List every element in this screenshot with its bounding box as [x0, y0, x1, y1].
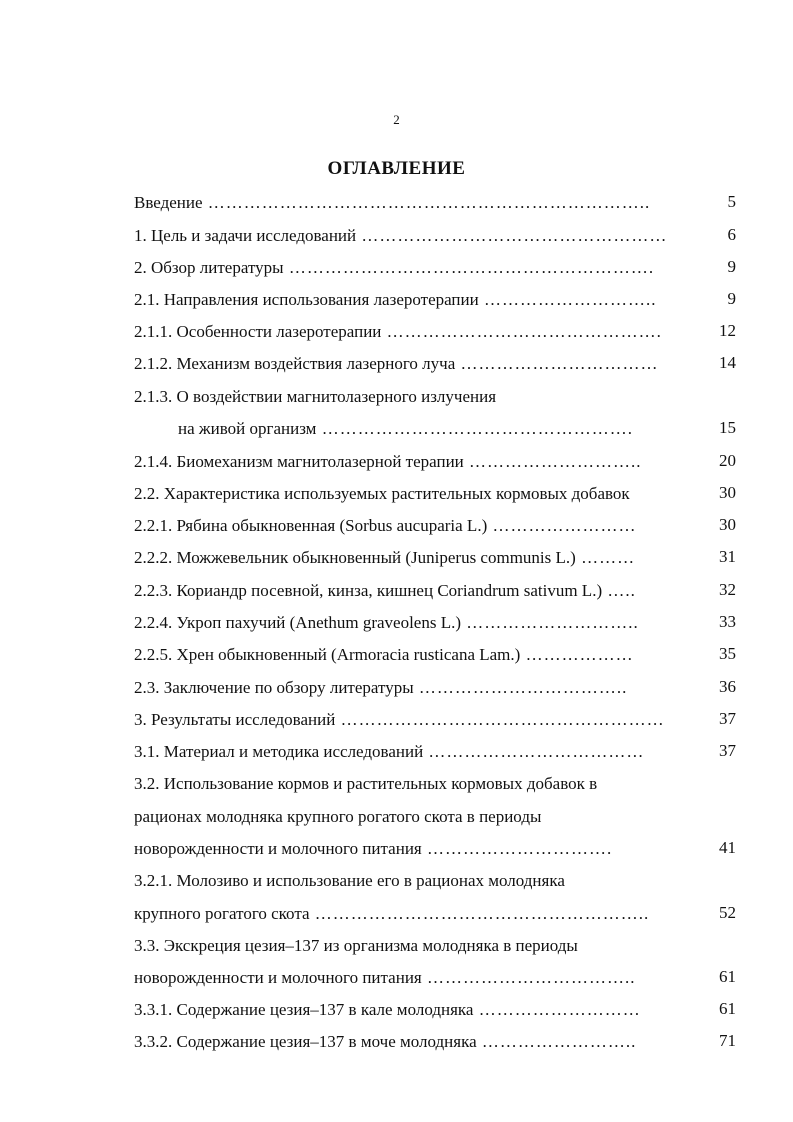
toc-page-number: 12 [719, 321, 736, 340]
toc-entry-text: крупного рогатого скота [134, 904, 310, 923]
toc-entry[interactable] [134, 871, 694, 891]
toc-entry[interactable] [134, 516, 694, 536]
toc-entry-text: 3.3.2. Содержание цезия–137 в моче молодняка [134, 1032, 477, 1051]
toc-entry-text: 2.1.2. Механизм воздействия лазерного луча [134, 354, 456, 373]
toc-entry[interactable] [134, 581, 694, 601]
toc-leader-dots: ……………………………………………. [316, 419, 633, 438]
toc-entry-text: 3.2. Использование кормов и растительных кормовых добавок в [134, 774, 598, 793]
toc-page-number: 20 [719, 451, 736, 470]
toc-leader-dots: …………………… [487, 516, 637, 535]
toc-entry[interactable] [134, 1032, 694, 1052]
toc-page-number: 14 [719, 353, 736, 372]
toc-entry[interactable] [134, 678, 694, 698]
toc-page-number: 31 [719, 547, 736, 566]
toc-entry[interactable] [134, 936, 694, 956]
toc-entry[interactable] [134, 387, 694, 407]
toc-entry[interactable] [134, 226, 694, 246]
toc-entry[interactable] [134, 742, 694, 762]
toc-entry-text: 2.2.4. Укроп пахучий (Anethum graveolens L.) [134, 613, 462, 632]
toc-page-number: 15 [719, 418, 736, 437]
toc-entry[interactable] [134, 839, 694, 859]
toc-entry[interactable] [134, 290, 694, 310]
toc-leader-dots: …………………………. [421, 839, 613, 858]
toc-entry-text: 3.1. Материал и методика исследований [134, 742, 424, 761]
toc-entry-text: 2.2.3. Кориандр посевной, кинза, кишнец Coriandrum sativum L.) [134, 581, 603, 600]
toc-entry[interactable] [134, 968, 694, 988]
toc-entry-text: новорожденности и молочного питания [134, 839, 422, 858]
toc-entry[interactable] [134, 710, 694, 730]
toc-leader-dots: ……………………………… [423, 742, 645, 761]
toc-leader-dots: …………………………………………… [356, 226, 668, 245]
toc-page-number: 37 [719, 709, 736, 728]
toc-entry[interactable] [134, 774, 694, 794]
toc-entry-text: 2.1.1. Особенности лазеротерапии [134, 322, 382, 341]
toc-leader-dots: …………………………….. [421, 968, 636, 987]
toc-entry-text: 1. Цель и задачи исследований [134, 226, 357, 245]
toc-entry-text: 2.1.3. О воздействии магнитолазерного излучения [134, 387, 497, 406]
toc-leader-dots: ……………………… [473, 1000, 641, 1019]
toc-entry-text: на живой организм [178, 419, 317, 438]
toc-leader-dots: …………………….. [476, 1032, 637, 1051]
toc-page-number: 9 [727, 257, 736, 276]
toc-entry[interactable] [134, 193, 694, 213]
toc-leader-dots: ……………………………………………………. [283, 258, 655, 277]
toc-entry-text: 3. Результаты исследований [134, 710, 336, 729]
toc-leader-dots: …………………………… [455, 354, 659, 373]
toc-entry[interactable] [134, 548, 694, 568]
toc-page-number: 6 [727, 225, 736, 244]
toc-leader-dots: ….. [602, 581, 636, 600]
toc-entry[interactable] [134, 322, 694, 342]
toc-entry-text: 3.2.1. Молозиво и использование его в рационах молодняка [134, 871, 565, 890]
toc-entry-text: 3.3. Экскреция цезия–137 из организма молодняка в периоды [134, 936, 578, 955]
toc-entry[interactable] [134, 613, 694, 633]
toc-leader-dots: ……………… [520, 645, 634, 664]
toc-page-number: 35 [719, 644, 736, 663]
toc-entry-text: новорожденности и молочного питания [134, 968, 422, 987]
toc-entry-text: Введение [134, 193, 203, 212]
toc-page-number: 36 [719, 677, 736, 696]
toc-entry-text: 2.2.5. Хрен обыкновенный (Armoracia rusticana Lam.) [134, 645, 521, 664]
toc-entry-text: 2.2. Характеристика используемых растительных кормовых добавок [134, 484, 630, 503]
page-number: 2 [393, 112, 400, 127]
toc-entry[interactable] [134, 807, 694, 827]
toc-leader-dots: ………………………………………. [381, 322, 662, 341]
toc-page-number: 32 [719, 580, 736, 599]
toc-leader-dots: ……………………………………………… [335, 710, 665, 729]
toc-leader-dots: ……………………………………………….. [309, 904, 650, 923]
toc-page-number: 41 [719, 838, 736, 857]
toc-page-number: 52 [719, 903, 736, 922]
toc-entry[interactable] [134, 1000, 694, 1020]
toc-entry[interactable] [134, 452, 694, 472]
toc-leader-dots: ……………………………………………………………….. [202, 193, 651, 212]
toc-entry-text: 2.3. Заключение по обзору литературы [134, 678, 414, 697]
toc-entry-text: 2.1. Направления использования лазеротерапии [134, 290, 479, 309]
toc-page-number: 30 [719, 483, 736, 502]
toc-leader-dots: ……… [575, 548, 636, 567]
toc-entry[interactable] [134, 645, 694, 665]
toc-leader-dots: ……………………….. [463, 452, 642, 471]
toc-page-number: 37 [719, 741, 736, 760]
toc-entry[interactable] [134, 354, 694, 374]
toc-page-number: 61 [719, 967, 736, 986]
toc-page-number: 5 [727, 192, 736, 211]
toc-leader-dots: …………………………….. [413, 678, 628, 697]
toc-page-number: 71 [719, 1031, 736, 1050]
toc-leader-dots: ……………………….. [461, 613, 639, 632]
page-title: ОГЛАВЛЕНИЕ [327, 158, 466, 179]
toc-entry[interactable] [134, 258, 694, 278]
toc-entry-text: 2.2.2. Можжевельник обыкновенный (Juniperus communis L.) [134, 548, 576, 567]
toc-entry[interactable] [134, 484, 694, 504]
toc-page-number: 61 [719, 999, 736, 1018]
toc-page-number: 30 [719, 515, 736, 534]
toc-entry-text: рационах молодняка крупного рогатого скота в периоды [134, 807, 542, 826]
toc-page-number: 33 [719, 612, 736, 631]
toc-entry[interactable] [134, 904, 694, 924]
toc-page-number: 9 [727, 289, 736, 308]
toc-entry-text: 2. Обзор литературы [134, 258, 284, 277]
toc-entry-text: 3.3.1. Содержание цезия–137 в кале молодняка [134, 1000, 474, 1019]
toc-leader-dots: ……………………….. [478, 290, 657, 309]
toc-entry-text: 2.1.4. Биомеханизм магнитолазерной терапии [134, 452, 464, 471]
toc-entry[interactable] [178, 419, 694, 439]
toc-entry-text: 2.2.1. Рябина обыкновенная (Sorbus aucuparia L.) [134, 516, 488, 535]
